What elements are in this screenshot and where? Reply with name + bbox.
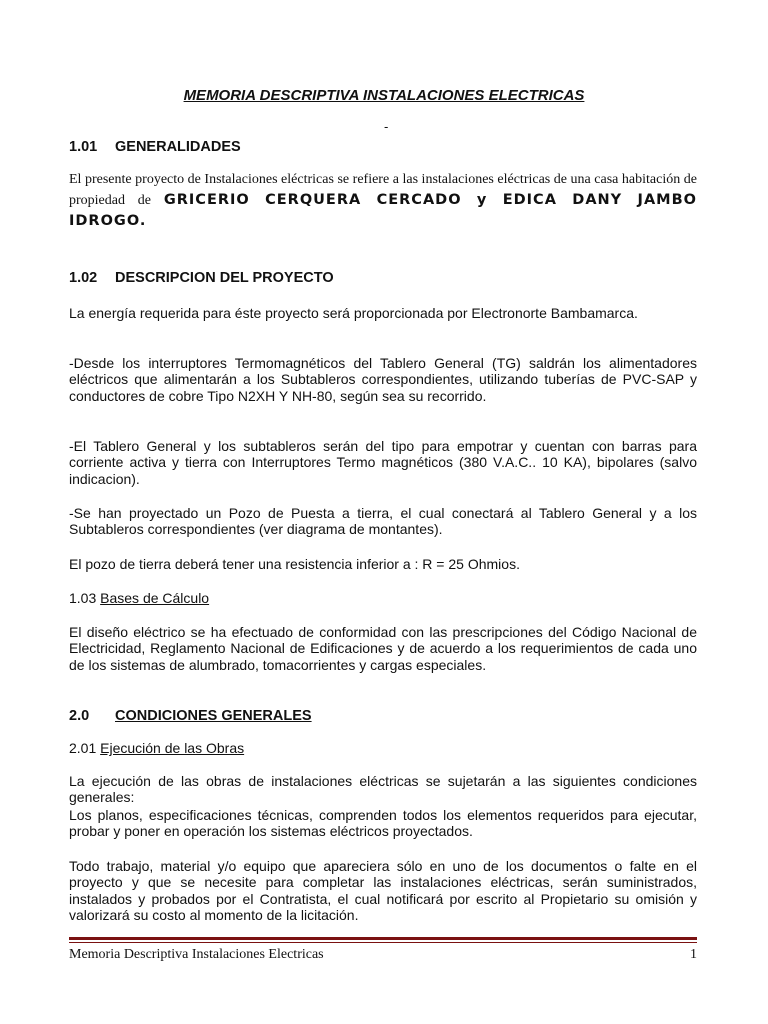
paragraph-interruptores: -Desde los interruptores Termomagnéticos del Tablero General (TG) saldrán los alimentadores eléctricos que alimentarán a los Subtableros correspondientes, utilizando tuberías de PVC-SAP y conductores de cobre Tipo N2XH Y NH-80, según sea su recorrido. bbox=[69, 355, 697, 404]
paragraph-diseno: El diseño eléctrico se ha efectuado de conformidad con las prescripciones del Código Nacional de Electricidad, Reglamento Nacional de Edificaciones y de acuerdo a los requerimientos de cada uno de los sistemas de alumbrado, tomacorrientes y cargas especiales. bbox=[69, 624, 697, 673]
paragraph-ejecucion: La ejecución de las obras de instalaciones eléctricas se sujetarán a las siguientes condiciones generales: bbox=[69, 773, 697, 806]
paragraph-resistencia: El pozo de tierra deberá tener una resistencia inferior a : R = 25 Ohmios. bbox=[69, 556, 520, 572]
footer-rule-thin bbox=[69, 942, 697, 943]
section-heading-1-02 bbox=[69, 268, 334, 288]
section-number: 2.01 bbox=[69, 740, 101, 756]
paragraph-planos: Los planos, especificaciones técnicas, comprenden todos los elementos requeridos para ejecutar, probar y poner en operación los sistemas eléctricos proyectados. bbox=[69, 807, 697, 840]
paragraph-generalidades bbox=[69, 170, 697, 232]
footer-title: Memoria Descriptiva Instalaciones Electricas bbox=[69, 947, 324, 962]
paragraph-text: El presente proyecto de Instalaciones eléctricas se refiere a las instalaciones eléctricas de una casa habitación de propiedad de bbox=[69, 172, 697, 208]
section-title: GENERALIDADES bbox=[115, 139, 241, 155]
section-number: 1.02 bbox=[69, 270, 98, 286]
separator-dash: - bbox=[384, 119, 389, 134]
document-title: MEMORIA DESCRIPTIVA INSTALACIONES ELECTRICAS bbox=[183, 87, 585, 104]
section-heading-1-01 bbox=[69, 137, 241, 157]
page-number: 1 bbox=[690, 947, 697, 962]
section-title: CONDICIONES GENERALES bbox=[115, 708, 312, 724]
section-number: 1.01 bbox=[69, 139, 98, 155]
section-heading-2-01 bbox=[69, 739, 244, 757]
owner-name: GRICERIO CERQUERA CERCADO y EDICA DANY JAMBO IDROGO. bbox=[69, 192, 697, 229]
section-heading-2-0 bbox=[69, 706, 312, 726]
paragraph-pozo: -Se han proyectado un Pozo de Puesta a tierra, el cual conectará al Tablero General y a los Subtableros correspondientes (ver diagrama de montantes). bbox=[69, 505, 697, 538]
section-title: Bases de Cálculo bbox=[100, 590, 210, 606]
footer-rule-thick bbox=[69, 937, 697, 940]
section-title: Ejecución de las Obras bbox=[100, 740, 245, 756]
paragraph-tablero: -El Tablero General y los subtableros serán del tipo para empotrar y cuentan con barras para corriente activa y tierra con Interruptores Termo magnéticos (380 V.A.C.. 10 KA), bipolares (salvo indicacion). bbox=[69, 438, 697, 487]
section-title: DESCRIPCION DEL PROYECTO bbox=[115, 270, 334, 286]
section-number: 1.03 bbox=[69, 590, 101, 606]
section-number: 2.0 bbox=[69, 708, 90, 724]
paragraph-energia: La energía requerida para éste proyecto será proporcionada por Electronorte Bambamarca. bbox=[69, 305, 638, 321]
section-heading-1-03 bbox=[69, 589, 209, 607]
paragraph-trabajo: Todo trabajo, material y/o equipo que apareciera sólo en uno de los documentos o falte en el proyecto y que se necesite para completar las instalaciones eléctricas, serán suministrados, instalados y probados por el Contratista, el cual notificará por escrito al Propietario su omisión y valorizará su costo al momento de la licitación. bbox=[69, 858, 697, 923]
